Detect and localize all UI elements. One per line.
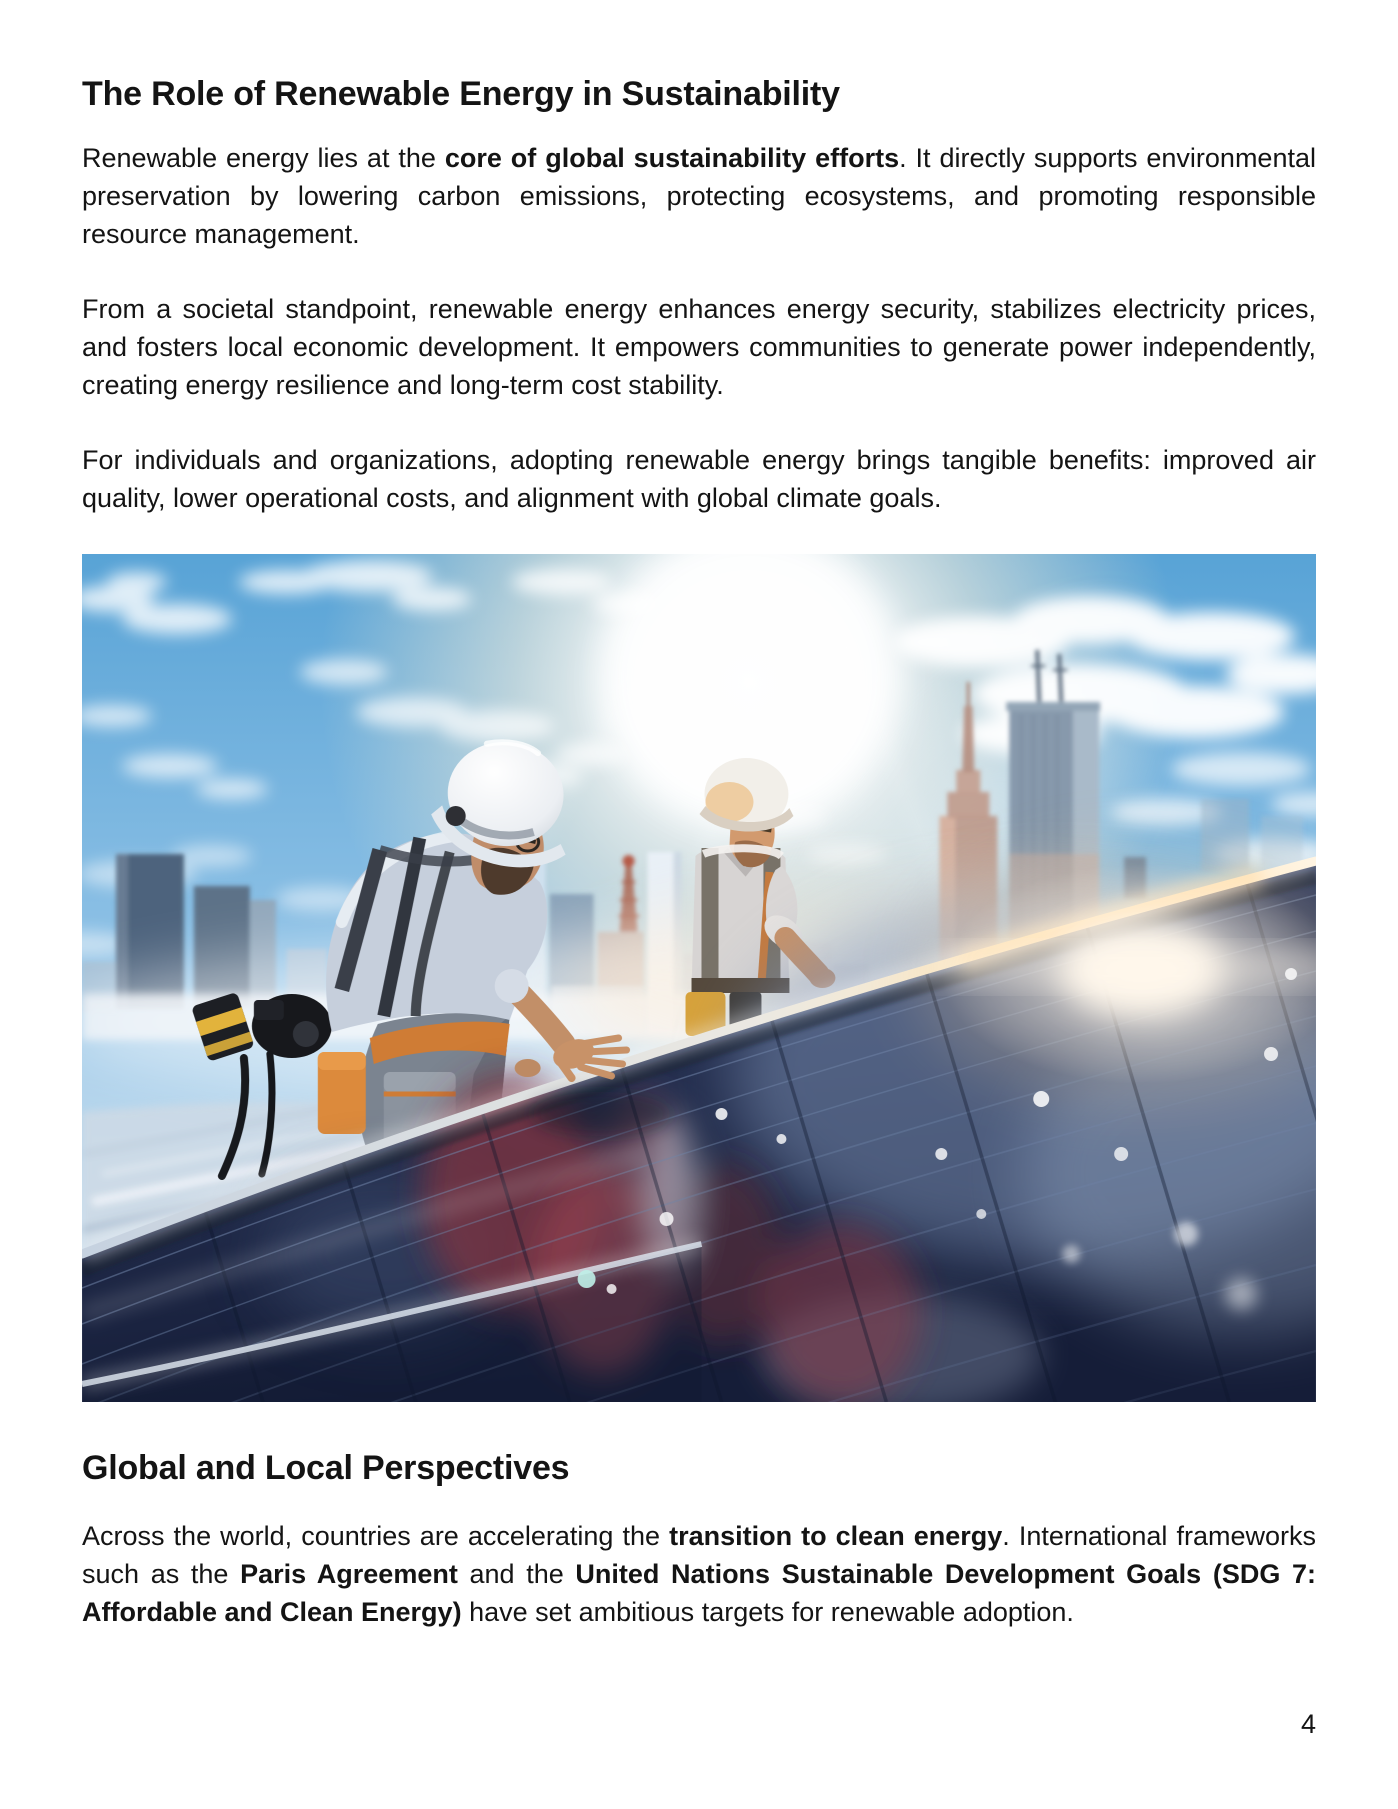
text-run: Across the world, countries are accelerating the <box>82 1521 670 1551</box>
text-run-bold: Paris Agreement <box>240 1559 458 1589</box>
paragraph-global-transition <box>82 1517 1316 1631</box>
text-run-bold: core of global sustainability efforts <box>444 143 900 173</box>
text-run: and the <box>457 1559 576 1589</box>
vest-strap <box>701 848 718 990</box>
rooftop-solar-photo <box>82 554 1316 1402</box>
text-run-bold: transition to clean energy <box>669 1521 1003 1551</box>
text-run: . It directly supports environmental preservation by lowering carbon emissions, protecting ecosystems, and promoting responsible resource management. <box>82 143 1316 249</box>
page-content <box>82 0 1316 1668</box>
text-run: . International frameworks such as the <box>82 1521 1316 1589</box>
paragraph-sustainability-core <box>82 139 1316 253</box>
text-run: Renewable energy lies at the <box>82 143 445 173</box>
section-heading-renewable-energy: The Role of Renewable Energy in Sustainability <box>82 75 840 113</box>
section-heading-global-local: Global and Local Perspectives <box>82 1449 570 1487</box>
page-number: 4 <box>1300 1709 1316 1739</box>
paragraph-societal-standpoint: From a societal standpoint, renewable energy enhances energy security, stabilizes electricity prices, and fosters local economic development. It empowers communities to generate power independently, creating energy resilience and long-term cost stability. <box>82 294 1316 400</box>
paragraph-individuals-benefits: For individuals and organizations, adopting renewable energy brings tangible benefits: improved air quality, lower operational costs, and alignment with global climate goals. <box>82 445 1316 513</box>
text-run-bold: United Nations Sustainable Development Goals (SDG 7: Affordable and Clean Energy) <box>82 1559 1316 1627</box>
text-run: have set ambitious targets for renewable adoption. <box>461 1597 1074 1627</box>
